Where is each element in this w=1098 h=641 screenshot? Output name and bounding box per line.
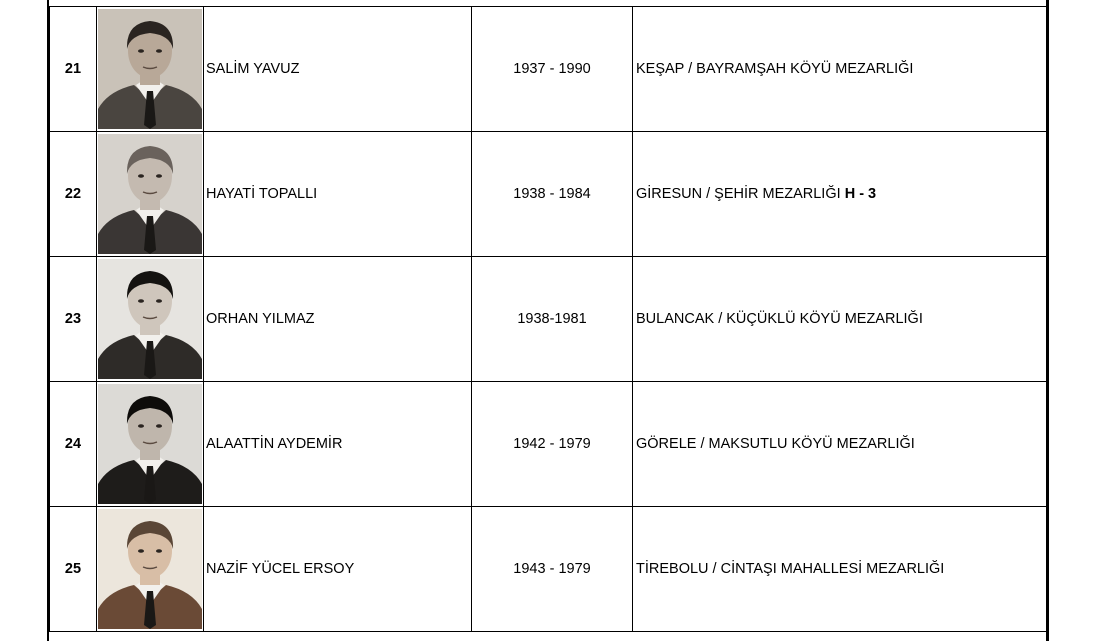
- life-years: 1942 - 1979: [472, 382, 633, 507]
- table-row: [50, 382, 1047, 507]
- burial-place: [633, 132, 1047, 257]
- burial-place: [633, 7, 1047, 132]
- row-number: 22: [50, 132, 97, 257]
- row-number: 25: [50, 507, 97, 632]
- roster-table: [49, 6, 1047, 632]
- person-name: NAZİF YÜCEL ERSOY: [204, 507, 472, 632]
- portrait-photo: [98, 134, 202, 254]
- burial-place-text: GİRESUN / ŞEHİR MEZARLIĞI: [636, 186, 841, 202]
- life-years: 1938-1981: [472, 257, 633, 382]
- burial-place: [633, 507, 1047, 632]
- portrait-cell: [97, 7, 204, 132]
- table-row: [50, 257, 1047, 382]
- grave-plot-code: H - 3: [844, 186, 877, 202]
- burial-place-text: BULANCAK / KÜÇÜKLÜ KÖYÜ MEZARLIĞI: [636, 311, 923, 327]
- table-row: [50, 507, 1047, 632]
- burial-place: [633, 257, 1047, 382]
- portrait-photo: [98, 509, 202, 629]
- portrait-cell: [97, 257, 204, 382]
- life-years: 1937 - 1990: [472, 7, 633, 132]
- burial-place-text: KEŞAP / BAYRAMŞAH KÖYÜ MEZARLIĞI: [636, 61, 914, 77]
- table-row: [50, 132, 1047, 257]
- person-name: ALAATTİN AYDEMİR: [204, 382, 472, 507]
- burial-place-text: TİREBOLU / CİNTAŞI MAHALLESİ MEZARLIĞI: [636, 561, 945, 577]
- life-years: 1938 - 1984: [472, 132, 633, 257]
- portrait-photo: [98, 9, 202, 129]
- row-number: 21: [50, 7, 97, 132]
- person-name: HAYATİ TOPALLI: [204, 132, 472, 257]
- portrait-cell: [97, 132, 204, 257]
- row-number: 24: [50, 382, 97, 507]
- portrait-cell: [97, 507, 204, 632]
- table-row: [50, 7, 1047, 132]
- person-name: ORHAN YILMAZ: [204, 257, 472, 382]
- portrait-photo: [98, 259, 202, 379]
- portrait-cell: [97, 382, 204, 507]
- burial-place-text: GÖRELE / MAKSUTLU KÖYÜ MEZARLIĞI: [636, 436, 915, 452]
- roster-body: [50, 7, 1047, 632]
- life-years: 1943 - 1979: [472, 507, 633, 632]
- person-name: SALİM YAVUZ: [204, 7, 472, 132]
- burial-place: [633, 382, 1047, 507]
- portrait-photo: [98, 384, 202, 504]
- row-number: 23: [50, 257, 97, 382]
